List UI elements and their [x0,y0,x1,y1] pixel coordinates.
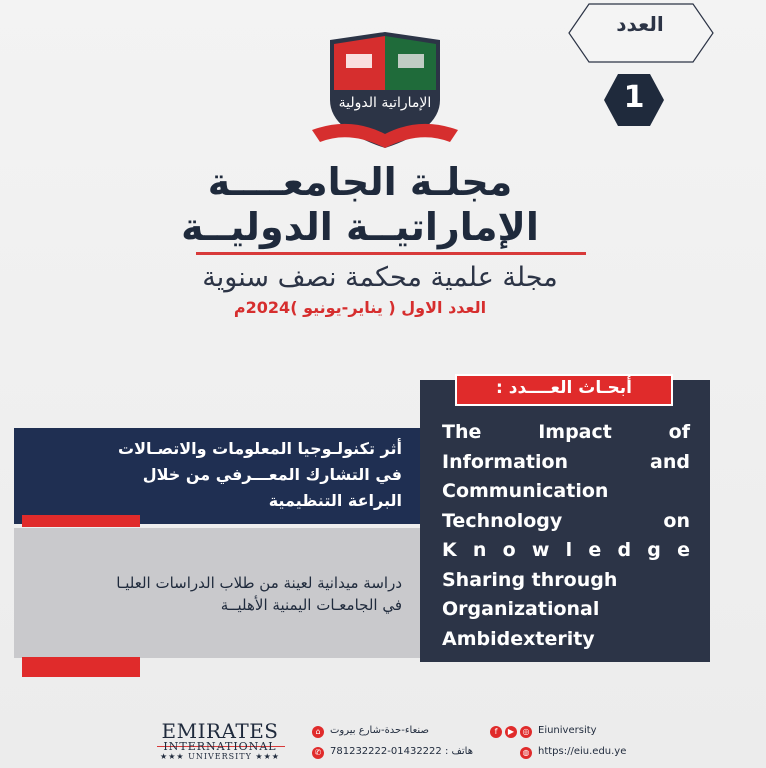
logo-text: الإماراتية الدولية [338,95,432,111]
journal-title-line2: الإماراتيــة الدوليــة [181,205,539,249]
footer-university-name3: ★★★ UNIVERSITY ★★★ [160,752,280,761]
red-accent-bar-top [22,515,140,527]
university-crest-logo [310,30,460,165]
footer-website[interactable]: https://eiu.edu.ye [538,746,627,757]
footer-university-name: EMIRATES [161,719,279,743]
youtube-icon[interactable]: ▶ [505,726,517,738]
footer-social-handle[interactable]: Eiuniversity [538,725,597,736]
issue-number: 1 [623,80,645,115]
phone-icon: ✆ [312,747,324,759]
issue-date: العدد الاول ( يناير-يونيو )2024م [233,298,487,317]
arabic-article-title: أثر تكنولـوجيا المعلومات والاتصـالات في التشارك المعـــرفي من خلال البراعة التنظيمية [118,439,402,510]
research-heading: أبحـاث العــــدد : [496,378,632,398]
location-icon: ⌂ [312,726,324,738]
journal-title-line1: مجلـة الجامعــــة [207,160,513,204]
footer-phone: هاتف : 01432222-781232222 [330,746,473,757]
footer-university-name2: INTERNATIONAL [163,740,277,753]
instagram-icon[interactable]: ◎ [520,726,532,738]
english-article-title: The Impact of Information and Communication Technology on K n o w l e d g e Sharing through Organizational Ambidexterity [442,421,690,650]
issue-label: العدد [616,12,664,36]
footer-address: صنعاء-حدة-شارع بيروت [330,725,429,736]
journal-subtitle: مجلة علمية محكمة نصف سنوية [202,262,558,293]
facebook-icon[interactable]: f [490,726,502,738]
globe-icon: ◍ [520,747,532,759]
title-divider [196,252,586,255]
red-accent-bar-bottom [22,657,140,677]
arabic-article-subtitle: دراسة ميدانية لعينة من طلاب الدراسات العليـا في الجامعـات اليمنية الأهليــة [116,574,402,614]
